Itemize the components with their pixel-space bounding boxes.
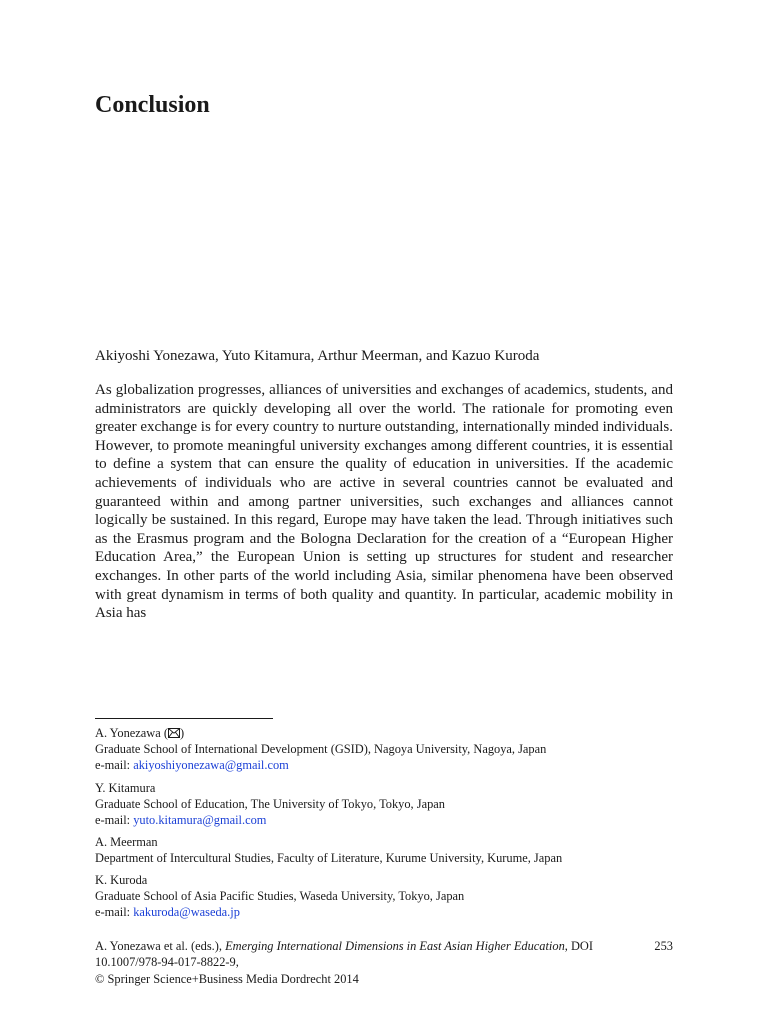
email-link[interactable]: yuto.kitamura@gmail.com: [133, 813, 267, 827]
chapter-title: Conclusion: [95, 92, 210, 118]
citation: [95, 938, 595, 987]
footnote-affiliation: Graduate School of Education, The University of Tokyo, Tokyo, Japan: [95, 797, 445, 811]
book-title: Emerging International Dimensions in East Asian Higher Education: [225, 939, 565, 953]
chapter-authors: Akiyoshi Yonezawa, Yuto Kitamura, Arthur Meerman, and Kazuo Kuroda: [95, 348, 540, 364]
email-link[interactable]: kakuroda@waseda.jp: [133, 905, 240, 919]
footnote-author-name: K. Kuroda: [95, 873, 148, 887]
footnote-kuroda: [95, 872, 673, 920]
citation-line: A. Yonezawa et al. (eds.), Emerging International Dimensions in East Asian Higher Education, DOI 10.1007/978-94-017-8822-9,: [95, 939, 593, 970]
footnote-affiliation: Graduate School of Asia Pacific Studies, Waseda University, Tokyo, Japan: [95, 889, 465, 903]
footnote-rule: [95, 718, 273, 719]
footnote-author-name: Y. Kitamura: [95, 781, 156, 795]
page-number: 253: [654, 939, 673, 953]
footnote-meerman: [95, 834, 673, 866]
footnote-affiliation: Graduate School of International Development (GSID), Nagoya University, Nagoya, Japan: [95, 742, 547, 756]
footnote-email: e-mail: kakuroda@waseda.jp: [95, 905, 240, 919]
footnote-email: e-mail: yuto.kitamura@gmail.com: [95, 813, 267, 827]
email-link[interactable]: akiyoshiyonezawa@gmail.com: [133, 758, 289, 772]
envelope-icon: [168, 728, 180, 738]
book-page: [95, 0, 673, 1024]
footnote-yonezawa: [95, 725, 673, 773]
copyright-line: © Springer Science+Business Media Dordrecht 2014: [95, 971, 359, 986]
footnote-author-name: A. Yonezawa ( ): [95, 726, 185, 740]
footnote-affiliation: Department of Intercultural Studies, Faculty of Literature, Kurume University, Kurume, Japan: [95, 851, 563, 865]
footnote-kitamura: [95, 780, 673, 828]
footnote-email: e-mail: akiyoshiyonezawa@gmail.com: [95, 758, 289, 772]
footnote-author-name: A. Meerman: [95, 835, 158, 849]
body-paragraph: As globalization progresses, alliances of universities and exchanges of academics, students, and administrators are quickly developing all over the world. The rationale for promoting even greater exchange is for every country to nurture outstanding, internationally minded individuals. However, to promote meaningful university exchanges among different countries, it is essential to define a system that can ensure the quality of education in universities. If the academic achievements of individuals who are active in several countries cannot be evaluated and guaranteed within and among partner universities, such exchanges and alliances cannot logically be sustained. In this regard, Europe may have taken the lead. Through initiatives such as the Erasmus program and the Bologna Declaration for the creation of a “European Higher Education Area,” the European Union is setting up structures for student and researcher exchanges. In other parts of the world including Asia, similar phenomena have been observed with great dynamism in terms of both quality and quantity. In particular, academic mobility in Asia has: [95, 382, 673, 622]
